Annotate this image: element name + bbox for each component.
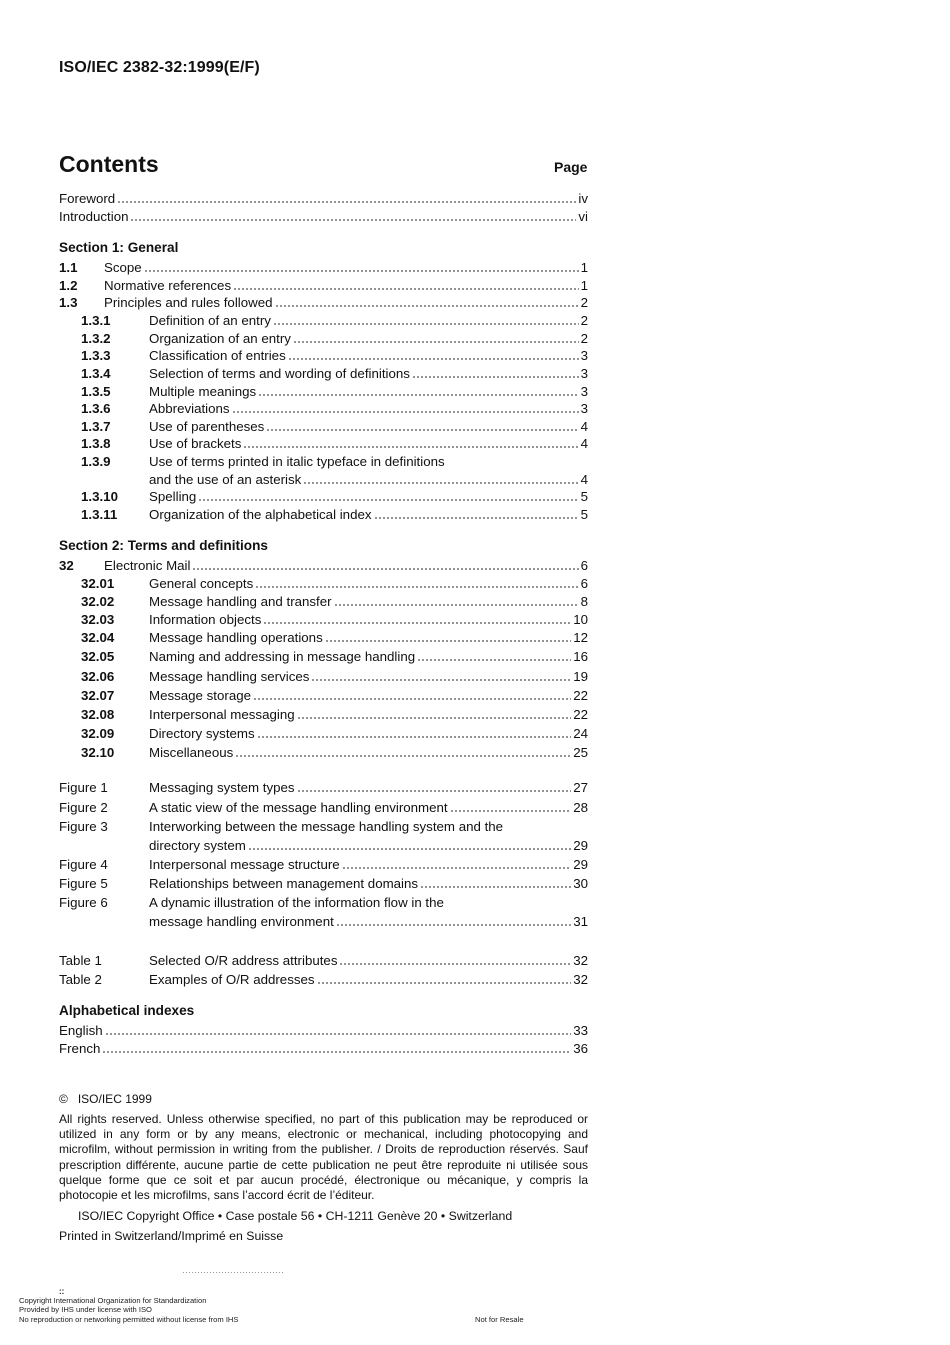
toc-subentry[interactable] — [59, 381, 588, 399]
toc-page-number: 22 — [573, 707, 588, 722]
leader-dots — [232, 411, 579, 413]
toc-entry-text: Use of brackets — [149, 436, 242, 451]
toc-entry-text: A static view of the message handling environment — [149, 800, 448, 815]
toc-page-number: 19 — [573, 669, 588, 684]
toc-entry-text: Use of parentheses — [149, 419, 265, 434]
toc-page-number: 27 — [573, 780, 588, 795]
toc-figure-entry[interactable] — [59, 873, 588, 891]
toc-entry-number: 1.3.5 — [81, 384, 111, 399]
toc-page-number: 25 — [573, 745, 588, 760]
toc-figure-entry[interactable] — [59, 797, 588, 815]
toc-page-number: 1 — [580, 278, 588, 293]
leader-dots — [243, 446, 578, 448]
toc-entry-text: Introduction — [59, 209, 129, 224]
toc-entry-number: 1.3.10 — [81, 489, 118, 504]
toc-page-number: 29 — [573, 857, 588, 872]
figure-label: Figure 6 — [59, 895, 108, 910]
toc-figure-entry[interactable] — [59, 777, 588, 795]
doc-id-header: ISO/IEC 2382-32:1999(E/F) — [59, 59, 260, 76]
toc-entry-text: message handling environment — [149, 914, 334, 929]
copyright-line: © ISO/IEC 1999 — [59, 1092, 152, 1106]
leader-dots — [339, 963, 571, 965]
toc-subentry[interactable] — [59, 345, 588, 363]
toc-entry-text: Relationships between management domains — [149, 876, 419, 891]
toc-page-number: 32 — [573, 972, 588, 987]
toc-entry-number: 32.08 — [81, 707, 115, 722]
toc-entry-number: 32.05 — [81, 649, 115, 664]
toc-entry-text: Selection of terms and wording of definitions — [149, 366, 410, 381]
toc-figure-continuation[interactable] — [59, 835, 588, 853]
table-label: Table 2 — [59, 972, 102, 987]
leader-dots — [374, 517, 579, 519]
leader-dots — [266, 429, 578, 431]
leader-dots — [311, 679, 571, 681]
toc-subentry[interactable] — [59, 398, 588, 416]
leader-dots — [258, 394, 578, 396]
toc-index-entry[interactable] — [59, 1020, 588, 1038]
toc-entry-number: 1.1 — [59, 260, 78, 275]
leader-dots — [412, 376, 579, 378]
toc-subentry[interactable] — [59, 486, 588, 504]
toc-entry-text: Normative references — [104, 278, 232, 293]
toc-entry-number: 1.3.9 — [81, 454, 111, 469]
figure-label: Figure 5 — [59, 876, 108, 891]
toc-entry-text: Information objects — [149, 612, 262, 627]
toc-page-number: 28 — [573, 800, 588, 815]
toc-page-number: vi — [578, 209, 588, 224]
rights-statement: All rights reserved. Unless otherwise specified, no part of this publication may be reproduced or utilized in any form or by any means, electronic or mechanical, including photocopying and microfilm, without permission in writing from the publisher. / Droits de reproduction réservés. Sauf prescription différente, aucune partie de cette publication ne peut être reproduite ni utilisée sous quelque forme que ce soit et par aucun procédé, électronique ou mécanique, y compris la photocopie et les microfilms, sans l’accord écrit de l’éditeur. — [59, 1112, 588, 1203]
toc-entry-number: 1.3.6 — [81, 401, 111, 416]
toc-subentry[interactable] — [59, 504, 588, 522]
toc-entry-number: 1.3.4 — [81, 366, 111, 381]
page-title: Contents — [59, 151, 159, 177]
toc-entry-text: Electronic Mail — [104, 558, 191, 573]
toc-entry-number: 1.3.3 — [81, 348, 111, 363]
toc-entry-number: 32.07 — [81, 688, 115, 703]
toc-entry-number: 1.2 — [59, 278, 78, 293]
toc-entry-number: 32.10 — [81, 745, 115, 760]
toc-figure-entry[interactable] — [59, 892, 588, 910]
toc-page-number: 33 — [573, 1023, 588, 1038]
toc-entry-number: 32.01 — [81, 576, 115, 591]
toc-entry[interactable] — [59, 555, 588, 573]
toc-subentry-continuation[interactable] — [59, 469, 588, 487]
toc-table-entry[interactable] — [59, 969, 588, 987]
toc-entry-text: Message handling and transfer — [149, 594, 332, 609]
section-heading: Section 1: General — [59, 240, 179, 255]
toc-entry-text: Message handling operations — [149, 630, 323, 645]
toc-figure-entry[interactable] — [59, 816, 588, 834]
section-heading: Alphabetical indexes — [59, 1003, 195, 1018]
toc-entry-text: Principles and rules followed — [104, 295, 273, 310]
toc-page-number: 4 — [580, 436, 588, 451]
toc-page-number: 3 — [580, 401, 588, 416]
toc-entry-text: Examples of O/R addresses — [149, 972, 315, 987]
toc-page-number: 1 — [580, 260, 588, 275]
leader-dots — [303, 482, 578, 484]
toc-subentry[interactable] — [59, 433, 588, 451]
toc-entry-number: 32.09 — [81, 726, 115, 741]
footer-license-line: Provided by IHS under license with ISO — [19, 1305, 152, 1314]
toc-entry-foreword[interactable] — [59, 188, 588, 206]
toc-entry-text: Directory systems — [149, 726, 255, 741]
toc-entry-number: 32.06 — [81, 669, 115, 684]
toc-subentry[interactable] — [59, 627, 588, 645]
toc-page-number: 4 — [580, 472, 588, 487]
leader-dots — [117, 201, 576, 203]
leader-dots — [192, 568, 578, 570]
toc-entry-text: Selected O/R address attributes — [149, 953, 338, 968]
toc-page-number: 16 — [573, 649, 588, 664]
toc-entry-text: Interworking between the message handling system and the — [149, 819, 504, 834]
copyright-office-address: ISO/IEC Copyright Office • Case postale 56 • CH-1211 Genève 20 • Switzerland — [78, 1209, 513, 1223]
toc-subentry[interactable] — [59, 666, 588, 684]
toc-entry-text: Spelling — [149, 489, 197, 504]
leader-dots — [275, 305, 579, 307]
toc-entry-number: 32.03 — [81, 612, 115, 627]
toc-entry-text: Naming and addressing in message handling — [149, 649, 416, 664]
leader-dots — [288, 358, 579, 360]
leader-dots — [235, 755, 571, 757]
toc-entry-number: 1.3.1 — [81, 313, 111, 328]
toc-entry-number: 32.04 — [81, 630, 115, 645]
toc-subentry[interactable] — [59, 591, 588, 609]
toc-subentry[interactable] — [59, 451, 588, 469]
toc-page-number: 22 — [573, 688, 588, 703]
leader-dots — [293, 341, 579, 343]
toc-subentry[interactable] — [59, 685, 588, 703]
toc-entry-number: 1.3.11 — [81, 507, 118, 522]
toc-entry-text: Organization of the alphabetical index — [149, 507, 372, 522]
toc-entry-introduction[interactable] — [59, 206, 588, 224]
toc-page-number: 36 — [573, 1041, 588, 1056]
toc-table-entry[interactable] — [59, 950, 588, 968]
leader-dots — [273, 323, 579, 325]
leader-dots — [198, 499, 578, 501]
leader-dots — [233, 288, 578, 290]
footer-mark: :: — [59, 1287, 65, 1296]
leader-dots — [255, 586, 578, 588]
toc-entry-text: General concepts — [149, 576, 254, 591]
toc-entry-text: Foreword — [59, 191, 116, 206]
toc-entry-text: French — [59, 1041, 101, 1056]
footer-reproduction-line: No reproduction or networking permitted without license from IHS — [19, 1315, 239, 1324]
section-heading: Section 2: Terms and definitions — [59, 538, 268, 553]
page-column-label: Page — [554, 159, 588, 175]
toc-page-number: 5 — [580, 489, 588, 504]
toc-page-number: 2 — [580, 331, 588, 346]
toc-page-number: 3 — [580, 384, 588, 399]
toc-entry-text: Interpersonal messaging — [149, 707, 295, 722]
toc-entry[interactable] — [59, 257, 588, 275]
leader-dots — [420, 886, 571, 888]
toc-figure-entry[interactable] — [59, 854, 588, 872]
toc-page-number: 8 — [580, 594, 588, 609]
toc-entry-text: Interpersonal message structure — [149, 857, 340, 872]
toc-entry-number: 32 — [59, 558, 74, 573]
footer-copyright-line: Copyright International Organization for Standardization — [19, 1296, 207, 1305]
leader-dots — [105, 1033, 572, 1035]
toc-page-number: 31 — [573, 914, 588, 929]
toc-entry-text: Classification of entries — [149, 348, 286, 363]
toc-page-number: 24 — [573, 726, 588, 741]
toc-entry-text: Messaging system types — [149, 780, 295, 795]
toc-entry-text: Multiple meanings — [149, 384, 257, 399]
leader-dots — [297, 717, 572, 719]
toc-subentry[interactable] — [59, 363, 588, 381]
leader-dots — [317, 982, 572, 984]
toc-subentry[interactable] — [59, 704, 588, 722]
toc-page-number: 12 — [573, 630, 588, 645]
toc-entry-number: 1.3.8 — [81, 436, 111, 451]
toc-subentry[interactable] — [59, 646, 588, 664]
leader-dots — [130, 219, 576, 221]
toc-entry-text: Scope — [104, 260, 142, 275]
table-label: Table 1 — [59, 953, 102, 968]
toc-subentry[interactable] — [59, 328, 588, 346]
leader-dots — [334, 604, 579, 606]
toc-page-number: iv — [578, 191, 588, 206]
toc-page-number: 29 — [573, 838, 588, 853]
toc-entry-text: Abbreviations — [149, 401, 230, 416]
leader-dots — [297, 790, 572, 792]
toc-entry[interactable] — [59, 275, 588, 293]
toc-entry-text: and the use of an asterisk — [149, 472, 302, 487]
toc-entry[interactable] — [59, 292, 588, 310]
toc-page-number: 6 — [580, 558, 588, 573]
toc-entry-number: 1.3.2 — [81, 331, 111, 346]
leader-dots — [248, 848, 571, 850]
toc-subentry[interactable] — [59, 310, 588, 328]
toc-entry-number: 1.3.7 — [81, 419, 111, 434]
toc-entry-text: Use of terms printed in italic typeface in definitions — [149, 454, 445, 469]
toc-page-number: 10 — [573, 612, 588, 627]
leader-dots — [102, 1051, 571, 1053]
footer-not-for-resale: Not for Resale — [475, 1315, 524, 1324]
toc-page-number: 32 — [573, 953, 588, 968]
toc-entry-text: English — [59, 1023, 103, 1038]
toc-figure-continuation[interactable] — [59, 911, 588, 929]
leader-dots — [257, 736, 572, 738]
leader-dots — [144, 270, 579, 272]
toc-page-number: 6 — [580, 576, 588, 591]
printed-in: Printed in Switzerland/Imprimé en Suisse — [59, 1229, 284, 1243]
toc-page-number: 3 — [580, 366, 588, 381]
toc-page-number: 2 — [580, 313, 588, 328]
toc-entry-number: 32.02 — [81, 594, 115, 609]
toc-entry-text: A dynamic illustration of the information flow in the — [149, 895, 444, 910]
toc-subentry[interactable] — [59, 723, 588, 741]
toc-entry-text: Miscellaneous — [149, 745, 234, 760]
leader-dots — [263, 622, 571, 624]
leader-dots — [336, 924, 571, 926]
figure-label: Figure 4 — [59, 857, 108, 872]
toc-page-number: 30 — [573, 876, 588, 891]
leader-dots — [253, 698, 571, 700]
leader-dots — [417, 659, 571, 661]
toc-page-number: 2 — [580, 295, 588, 310]
leader-dots — [325, 640, 571, 642]
toc-entry-text: Message handling services — [149, 669, 310, 684]
toc-index-entry[interactable] — [59, 1038, 588, 1056]
figure-label: Figure 3 — [59, 819, 108, 834]
toc-entry-text: Message storage — [149, 688, 251, 703]
toc-subentry[interactable] — [59, 609, 588, 627]
leader-dots — [342, 867, 572, 869]
toc-page-number: 3 — [580, 348, 588, 363]
toc-page-number: 5 — [580, 507, 588, 522]
toc-entry-text: Organization of an entry — [149, 331, 291, 346]
scan-artifact — [182, 1271, 284, 1274]
toc-entry-text: directory system — [149, 838, 246, 853]
toc-page-number: 4 — [580, 419, 588, 434]
toc-subentry[interactable] — [59, 742, 588, 760]
figure-label: Figure 2 — [59, 800, 108, 815]
toc-subentry[interactable] — [59, 416, 588, 434]
leader-dots — [450, 810, 572, 812]
figure-label: Figure 1 — [59, 780, 108, 795]
toc-subentry[interactable] — [59, 573, 588, 591]
toc-entry-number: 1.3 — [59, 295, 78, 310]
toc-entry-text: Definition of an entry — [149, 313, 271, 328]
